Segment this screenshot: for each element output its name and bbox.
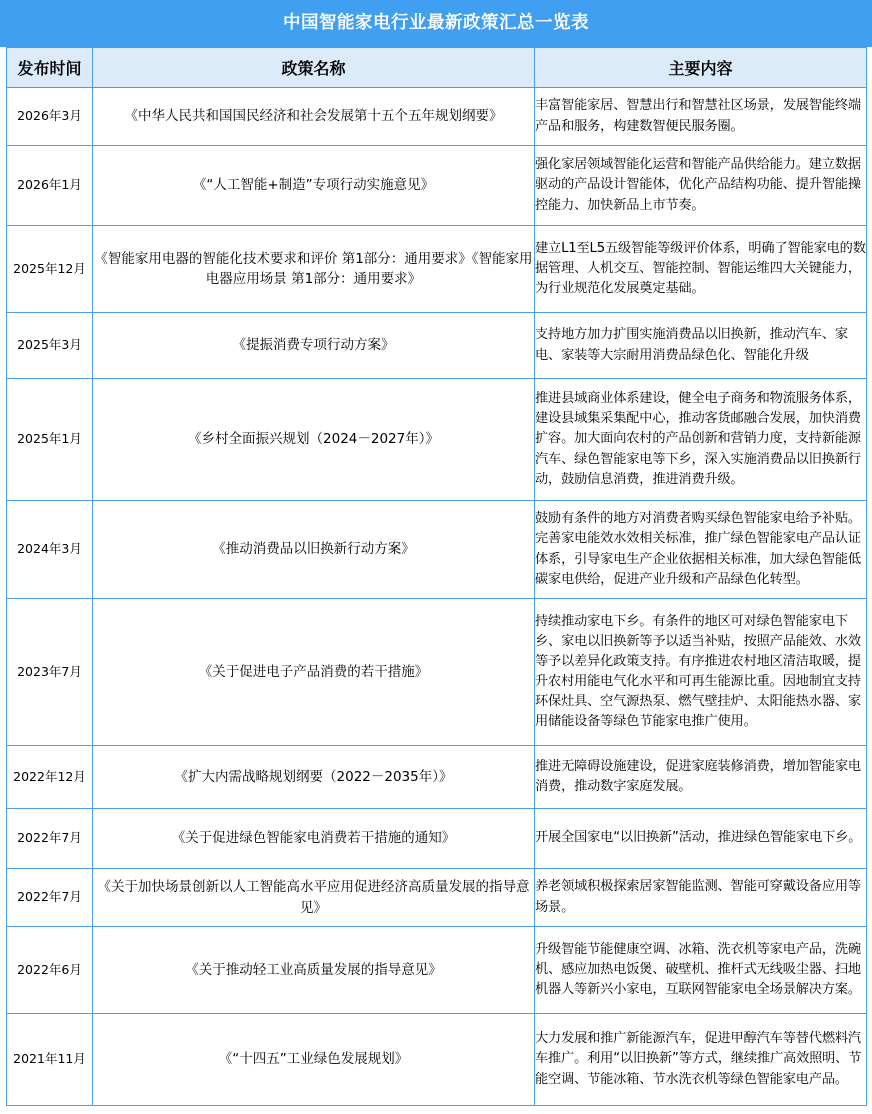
page-title-banner [0, 0, 872, 47]
cell-date: 2025年3月 [7, 313, 93, 379]
cell-policy-name: 《“人工智能+制造”专项行动实施意见》 [93, 146, 535, 226]
table-row [7, 1014, 867, 1106]
cell-main-content: 升级智能节能健康空调、冰箱、洗衣机等家电产品，洗碗机、感应加热电饭煲、破壁机、推杆式无线吸尘器、扫地机器人等新兴小家电，互联网智能家电全场景解决方案。 [535, 927, 867, 1014]
policy-table [6, 47, 867, 1106]
cell-policy-name: 《关于促进绿色智能家电消费若干措施的通知》 [93, 809, 535, 869]
cell-main-content: 大力发展和推广新能源汽车，促进甲醇汽车等替代燃料汽车推广。利用“以旧换新”等方式，继续推广高效照明、节能空调、节能冰箱、节水洗衣机等绿色智能家电产品。 [535, 1014, 867, 1106]
column-header-date: 发布时间 [7, 48, 93, 88]
table-row [7, 226, 867, 313]
cell-main-content: 推进无障碍设施建设，促进家庭装修消费，增加智能家电消费，推动数字家庭发展。 [535, 746, 867, 809]
cell-main-content: 支持地方加力扩围实施消费品以旧换新，推动汽车、家电、家装等大宗耐用消费品绿色化、智能化升级 [535, 313, 867, 379]
table-row [7, 379, 867, 501]
cell-policy-name: 《乡村全面振兴规划（2024－2027年）》 [93, 379, 535, 501]
cell-main-content: 强化家居领域智能化运营和智能产品供给能力。建立数据驱动的产品设计智能体，优化产品结构功能、提升智能操控能力、加快新品上市节奏。 [535, 146, 867, 226]
table-row [7, 313, 867, 379]
cell-date: 2022年6月 [7, 927, 93, 1014]
cell-policy-name: 《推动消费品以旧换新行动方案》 [93, 501, 535, 599]
cell-date: 2023年7月 [7, 599, 93, 746]
table-row [7, 746, 867, 809]
cell-date: 2022年7月 [7, 809, 93, 869]
cell-policy-name: 《扩大内需战略规划纲要（2022－2035年）》 [93, 746, 535, 809]
cell-date: 2025年1月 [7, 379, 93, 501]
cell-policy-name: 《中华人民共和国国民经济和社会发展第十五个五年规划纲要》 [93, 88, 535, 146]
cell-main-content: 持续推动家电下乡。有条件的地区可对绿色智能家电下乡、家电以旧换新等予以适当补贴，按照产品能效、水效等予以差异化政策支持。有序推进农村地区清洁取暖，提升农村用能电气化水平和可再生能源比重。因地制宜支持环保灶具、空气源热泵、燃气壁挂炉、太阳能热水器、家用储能设备等绿色节能家电推广使用。 [535, 599, 867, 746]
page-title: 中国智能家电行业最新政策汇总一览表 [283, 12, 589, 33]
cell-date: 2022年12月 [7, 746, 93, 809]
cell-date: 2025年12月 [7, 226, 93, 313]
column-header-main-content: 主要内容 [535, 48, 867, 88]
cell-date: 2026年3月 [7, 88, 93, 146]
table-row [7, 146, 867, 226]
table-row [7, 88, 867, 146]
cell-main-content: 开展全国家电“以旧换新”活动，推进绿色智能家电下乡。 [535, 809, 867, 869]
cell-policy-name: 《关于促进电子产品消费的若干措施》 [93, 599, 535, 746]
cell-policy-name: 《智能家用电器的智能化技术要求和评价 第1部分：通用要求》《智能家用电器应用场景 第1部分：通用要求》 [93, 226, 535, 313]
cell-main-content: 鼓励有条件的地方对消费者购买绿色智能家电给予补贴。完善家电能效水效相关标准，推广绿色智能家电产品认证体系，引导家电生产企业依据相关标准，加大绿色智能低碳家电供给，促进产业升级和产品绿色化转型。 [535, 501, 867, 599]
cell-date: 2024年3月 [7, 501, 93, 599]
table-row [7, 927, 867, 1014]
cell-main-content: 建立L1至L5五级智能等级评价体系，明确了智能家电的数据管理、人机交互、智能控制、智能运维四大关键能力，为行业规范化发展奠定基础。 [535, 226, 867, 313]
table-header [7, 48, 867, 88]
cell-policy-name: 《关于加快场景创新以人工智能高水平应用促进经济高质量发展的指导意见》 [93, 869, 535, 927]
table-container [0, 47, 872, 1106]
cell-main-content: 养老领域积极探索居家智能监测、智能可穿戴设备应用等场景。 [535, 869, 867, 927]
cell-date: 2026年1月 [7, 146, 93, 226]
cell-policy-name: 《“十四五”工业绿色发展规划》 [93, 1014, 535, 1106]
cell-main-content: 推进县域商业体系建设，健全电子商务和物流服务体系，建设县域集采集配中心，推动客货邮融合发展，加快消费扩容。加大面向农村的产品创新和营销力度，支持新能源汽车、绿色智能家电等下乡，深入实施消费品以旧换新行动，鼓励信息消费，推进消费升级。 [535, 379, 867, 501]
table-row [7, 501, 867, 599]
table-row [7, 599, 867, 746]
table-body [7, 88, 867, 1106]
table-row [7, 809, 867, 869]
cell-date: 2021年11月 [7, 1014, 93, 1106]
cell-policy-name: 《提振消费专项行动方案》 [93, 313, 535, 379]
cell-date: 2022年7月 [7, 869, 93, 927]
cell-policy-name: 《关于推动轻工业高质量发展的指导意见》 [93, 927, 535, 1014]
column-header-policy-name: 政策名称 [93, 48, 535, 88]
cell-main-content: 丰富智能家居、智慧出行和智慧社区场景，发展智能终端产品和服务，构建数智便民服务圈。 [535, 88, 867, 146]
header-row [7, 48, 867, 88]
table-row [7, 869, 867, 927]
